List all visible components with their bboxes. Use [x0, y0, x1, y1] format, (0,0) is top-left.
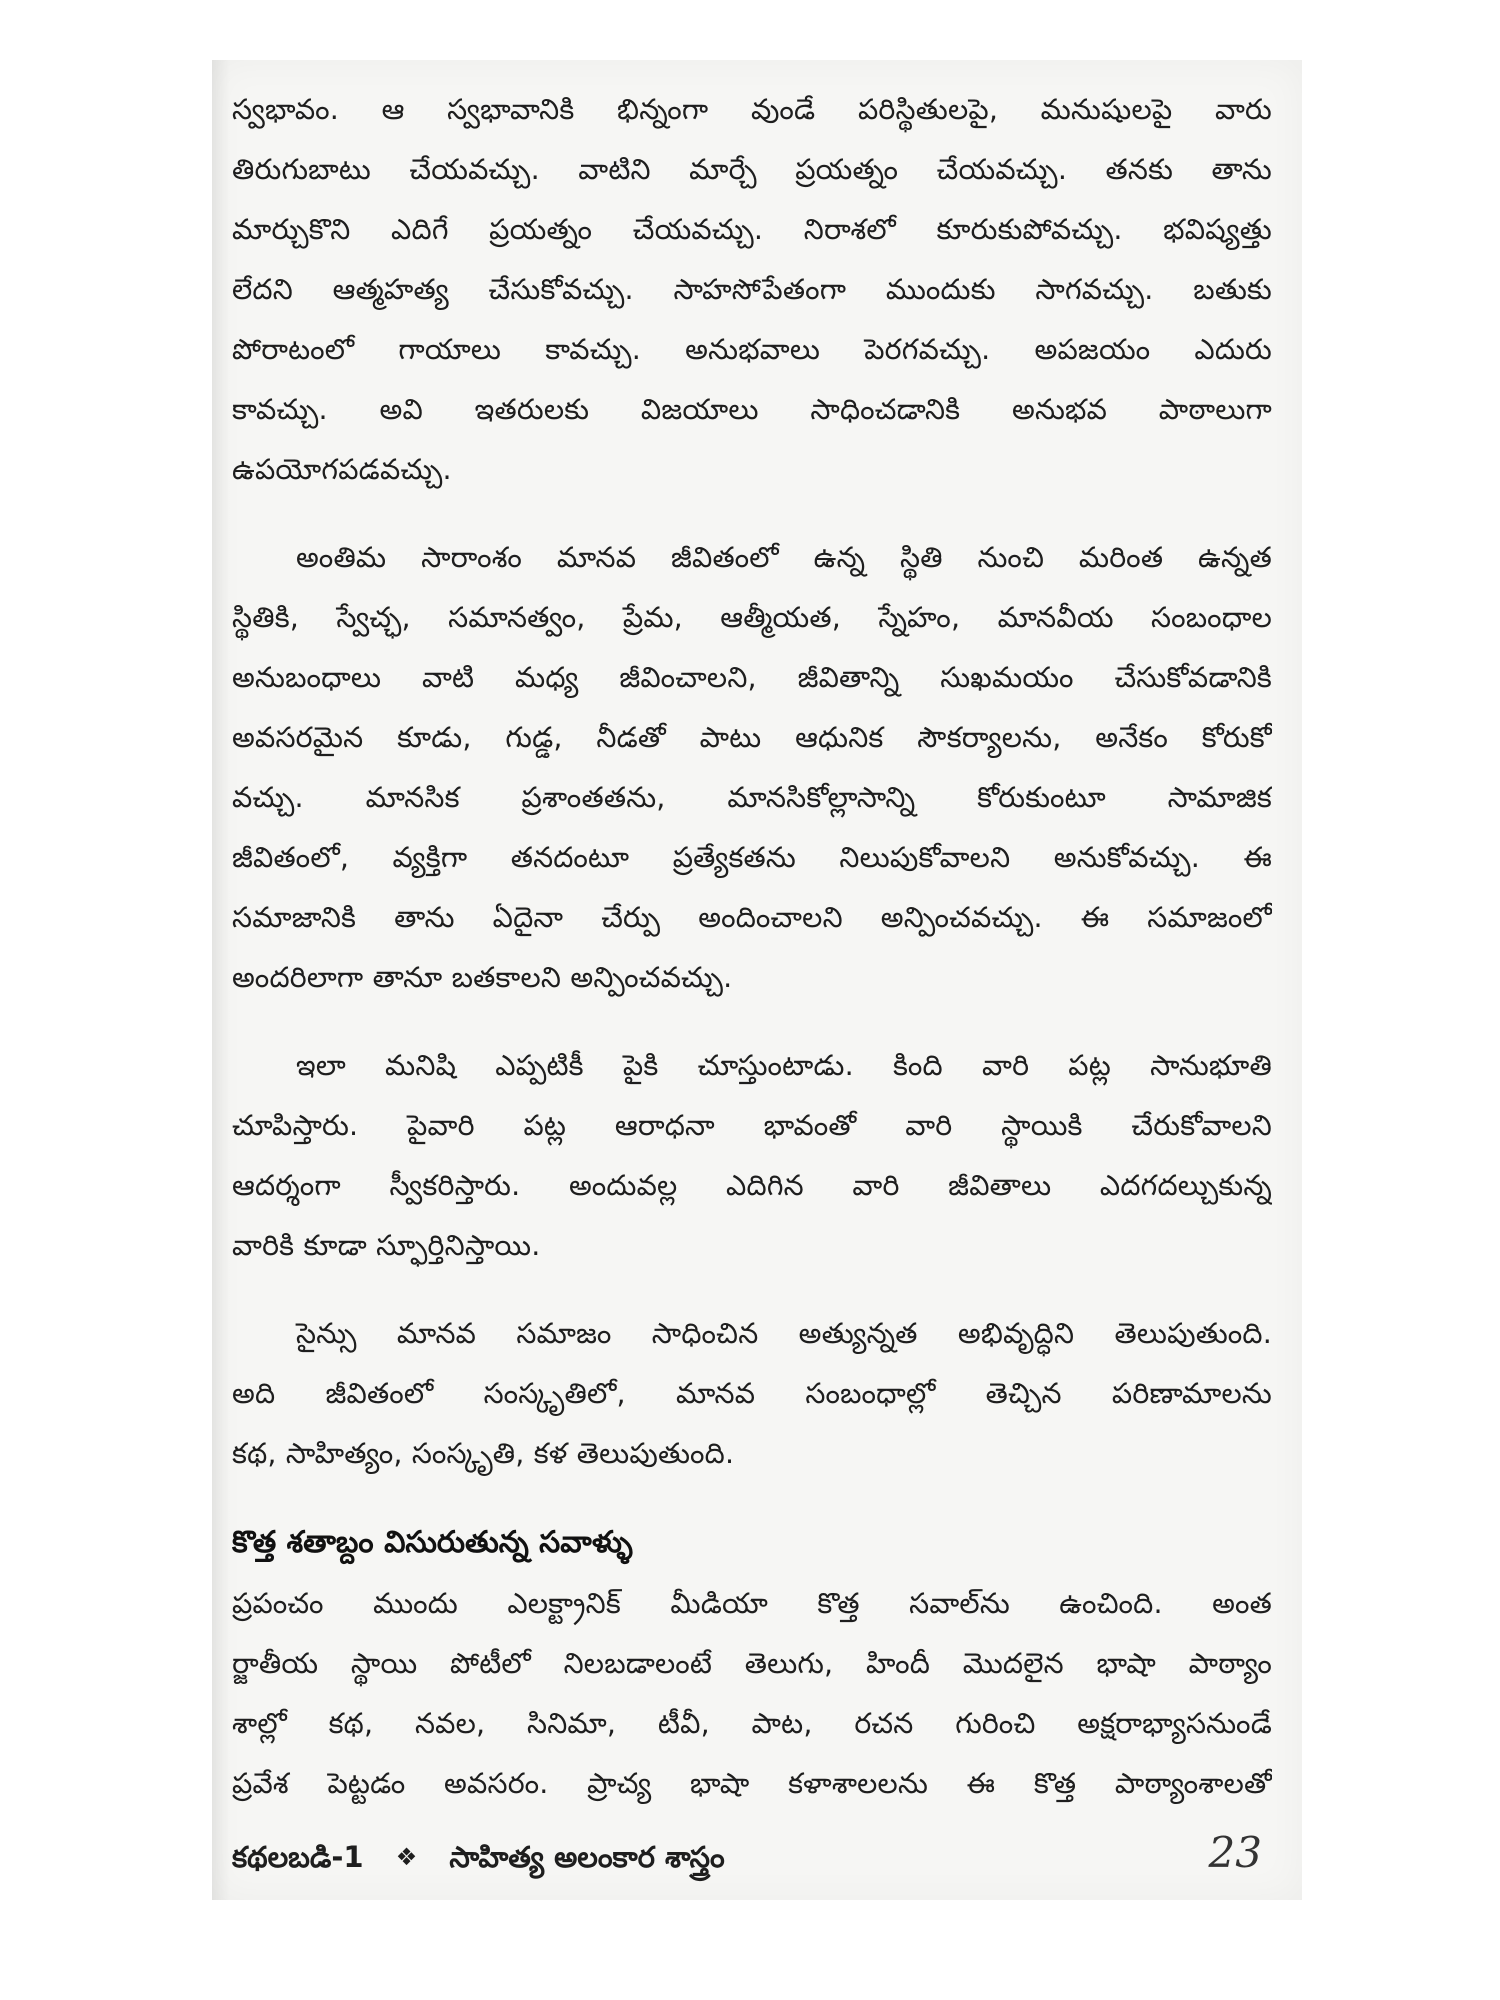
paragraph-2 — [232, 528, 1272, 1008]
book-subtitle: సాహిత్య అలంకార శాస్త్రం — [449, 1840, 725, 1874]
text-line: ర్జాతీయ స్థాయి పోటీలో నిలబడాలంటే తెలుగు, హిందీ మొదలైన భాషా పాఠ్యాం — [232, 1647, 1272, 1680]
page-body — [232, 80, 1272, 1842]
book-title: కథలబడి-1 — [232, 1840, 364, 1874]
section-heading: కొత్త శతాబ్దం విసురుతున్న సవాళ్ళు — [232, 1525, 633, 1560]
text-line: లేదని ఆత్మహత్య చేసుకోవచ్చు. సాహసోపేతంగా ముందుకు సాగవచ్చు. బతుకు — [232, 273, 1272, 306]
text-line: ఇలా మనిషి ఎప్పటికీ పైకి చూస్తుంటాడు. కింది వారి పట్ల సానుభూతి — [296, 1049, 1272, 1082]
paragraph-5 — [232, 1574, 1272, 1814]
text-line: అందరిలాగా తానూ బతకాలని అన్పించవచ్చు. — [232, 961, 733, 994]
text-line: అనుబంధాలు వాటి మధ్య జీవించాలని, జీవితాన్ని సుఖమయం చేసుకోవడానికి — [232, 661, 1272, 694]
text-line: చూపిస్తారు. పైవారి పట్ల ఆరాధనా భావంతో వారి స్థాయికి చేరుకోవాలని — [232, 1109, 1272, 1142]
text-line: పోరాటంలో గాయాలు కావచ్చు. అనుభవాలు పెరగవచ్చు. అపజయం ఎదురు — [232, 333, 1272, 366]
running-footer — [232, 1840, 725, 1882]
text-line: అవసరమైన కూడు, గుడ్డ, నీడతో పాటు ఆధునిక సౌకర్యాలను, అనేకం కోరుకో — [232, 721, 1272, 754]
text-line: ప్రవేశ పెట్టడం అవసరం. ప్రాచ్య భాషా కళాశాలలను ఈ కొత్త పాఠ్యాంశాలతో — [232, 1767, 1272, 1800]
text-line: కావచ్చు. అవి ఇతరులకు విజయాలు సాధించడానికి అనుభవ పాఠాలుగా — [232, 393, 1272, 426]
paragraph-4 — [232, 1304, 1272, 1484]
text-line: జీవితంలో, వ్యక్తిగా తనదంటూ ప్రత్యేకతను నిలుపుకోవాలని అనుకోవచ్చు. ఈ — [232, 841, 1272, 874]
text-line: అది జీవితంలో సంస్కృతిలో, మానవ సంబంధాల్లో తెచ్చిన పరిణామాలను — [232, 1377, 1272, 1410]
page-binding-shadow — [212, 60, 230, 1900]
text-line: స్థితికి, స్వేచ్ఛ, సమానత్వం, ప్రేమ, ఆత్మీయత, స్నేహం, మానవీయ సంబంధాల — [232, 601, 1272, 634]
text-line: మార్చుకొని ఎదిగే ప్రయత్నం చేయవచ్చు. నిరాశలో కూరుకుపోవచ్చు. భవిష్యత్తు — [232, 213, 1272, 246]
text-line: శాల్లో కథ, నవల, సినిమా, టీవీ, పాట, రచన గురించి అక్షరాభ్యాసనుండే — [232, 1707, 1272, 1740]
text-line: తిరుగుబాటు చేయవచ్చు. వాటిని మార్చే ప్రయత్నం చేయవచ్చు. తనకు తాను — [232, 153, 1272, 186]
paragraph-3 — [232, 1036, 1272, 1276]
text-line: కథ, సాహిత్యం, సంస్కృతి, కళ తెలుపుతుంది. — [232, 1437, 735, 1470]
text-line: ఆదర్శంగా స్వీకరిస్తారు. అందువల్ల ఎదిగిన వారి జీవితాలు ఎదగదల్చుకున్న — [232, 1169, 1272, 1202]
text-line: సమాజానికి తాను ఏదైనా చేర్పు అందించాలని అన్పించవచ్చు. ఈ సమాజంలో — [232, 901, 1272, 934]
page-number: 23 — [1208, 1828, 1262, 1877]
diamond-separator-icon: ❖ — [395, 1843, 418, 1871]
text-line: సైన్సు మానవ సమాజం సాధించిన అత్యున్నత అభివృద్ధిని తెలుపుతుంది. — [296, 1317, 1272, 1350]
text-line: స్వభావం. ఆ స్వభావానికి భిన్నంగా వుండే పరిస్థితులపై, మనుషులపై వారు — [232, 93, 1272, 126]
page-footer — [232, 1830, 1272, 1890]
text-line: ఉపయోగపడవచ్చు. — [232, 453, 452, 486]
text-line: వారికి కూడా స్ఫూర్తినిస్తాయి. — [232, 1229, 541, 1262]
text-line: వచ్చు. మానసిక ప్రశాంతతను, మానసికోల్లాసాన్ని కోరుకుంటూ సామాజిక — [232, 781, 1272, 814]
text-line: ప్రపంచం ముందు ఎలక్ట్రానిక్ మీడియా కొత్త సవాల్‌ను ఉంచింది. అంత — [232, 1587, 1272, 1620]
paragraph-1 — [232, 80, 1272, 500]
text-line: అంతిమ సారాంశం మానవ జీవితంలో ఉన్న స్థితి నుంచి మరింత ఉన్నత — [296, 541, 1272, 574]
